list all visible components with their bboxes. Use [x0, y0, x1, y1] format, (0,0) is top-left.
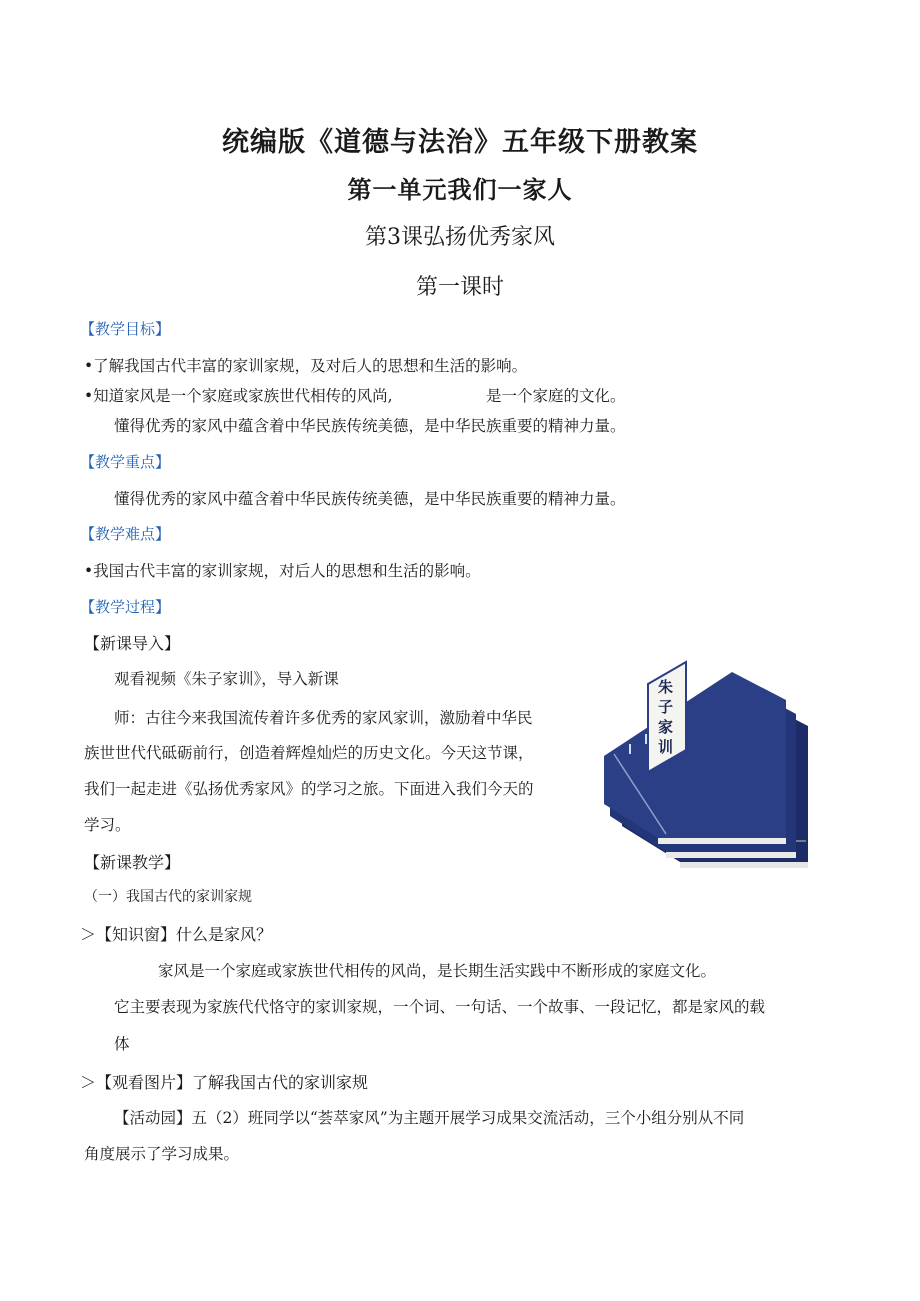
- intro-line: 观看视频《朱子家训》，导入新课: [114, 670, 339, 688]
- difficulties-text: •我国古代丰富的家训家规，对后人的思想和生活的影响。: [84, 562, 481, 580]
- intro-line: 学习。: [84, 816, 131, 834]
- objective-item: •了解我国古代丰富的家训家规，及对后人的思想和生活的影响。: [84, 357, 528, 375]
- view-pictures: ＞【观看图片】了解我国古代的家训家规: [80, 1073, 369, 1092]
- book-illustration: [600, 656, 818, 870]
- period-title: 第一课时: [415, 275, 504, 300]
- intro-line: 师：古往今来我国流传着许多优秀的家风家训，激励着中华民: [114, 709, 533, 727]
- book-title-char: 子: [658, 698, 674, 716]
- objective-item: 懂得优秀的家风中蕴含着中华民族传统美德，是中华民族重要的精神力量。: [114, 417, 626, 435]
- key-points-text: 懂得优秀的家风中蕴含着中华民族传统美德，是中华民族重要的精神力量。: [114, 490, 626, 508]
- activity-line: 【活动园】五（2）班同学以“荟萃家风”为主题开展学习成果交流活动，三个小组分别从不同: [114, 1109, 745, 1127]
- book-title-char: 家: [658, 718, 674, 736]
- difficulties-heading: 【教学难点】: [80, 525, 171, 543]
- intro-line: 我们一起走进《弘扬优秀家风》的学习之旅。下面进入我们今天的: [84, 780, 534, 798]
- key-points-heading: 【教学重点】: [80, 453, 171, 471]
- objective-item: 是一个家庭的文化。: [486, 387, 626, 405]
- document-title: 统编版《道德与法治》五年级下册教案: [222, 127, 698, 158]
- lesson-title: 第3课弘扬优秀家风: [365, 225, 555, 250]
- knowledge-window: ＞【知识窗】什么是家风？: [80, 925, 273, 944]
- activity-line: 角度展示了学习成果。: [84, 1145, 240, 1163]
- intro-line: 族世世代代砥砺前行，创造着辉煌灿烂的历史文化。今天这节课，: [84, 744, 534, 762]
- definition-line: 家风是一个家庭或家族世代相传的风尚，是长期生活实践中不断形成的家庭文化。: [158, 962, 717, 980]
- book-top: [604, 662, 786, 844]
- book-title-char: 训: [658, 738, 674, 756]
- objective-item: •知道家风是一个家庭或家族世代相传的风尚,: [84, 387, 393, 405]
- definition-line: 体: [114, 1035, 130, 1053]
- process-heading: 【教学过程】: [80, 598, 171, 616]
- teach-heading: 【新课教学】: [84, 853, 181, 872]
- unit-title: 第一单元我们一家人: [347, 176, 573, 204]
- subsection-title: （一）我国古代的家训家规: [84, 889, 252, 905]
- objectives-heading: 【教学目标】: [80, 320, 171, 338]
- book-title-char: 朱: [658, 678, 674, 696]
- intro-heading: 【新课导入】: [84, 634, 181, 653]
- definition-line: 它主要表现为家族代代恪守的家训家规，一个词、一句话、一个故事、一段记忆，都是家风的载: [114, 998, 766, 1016]
